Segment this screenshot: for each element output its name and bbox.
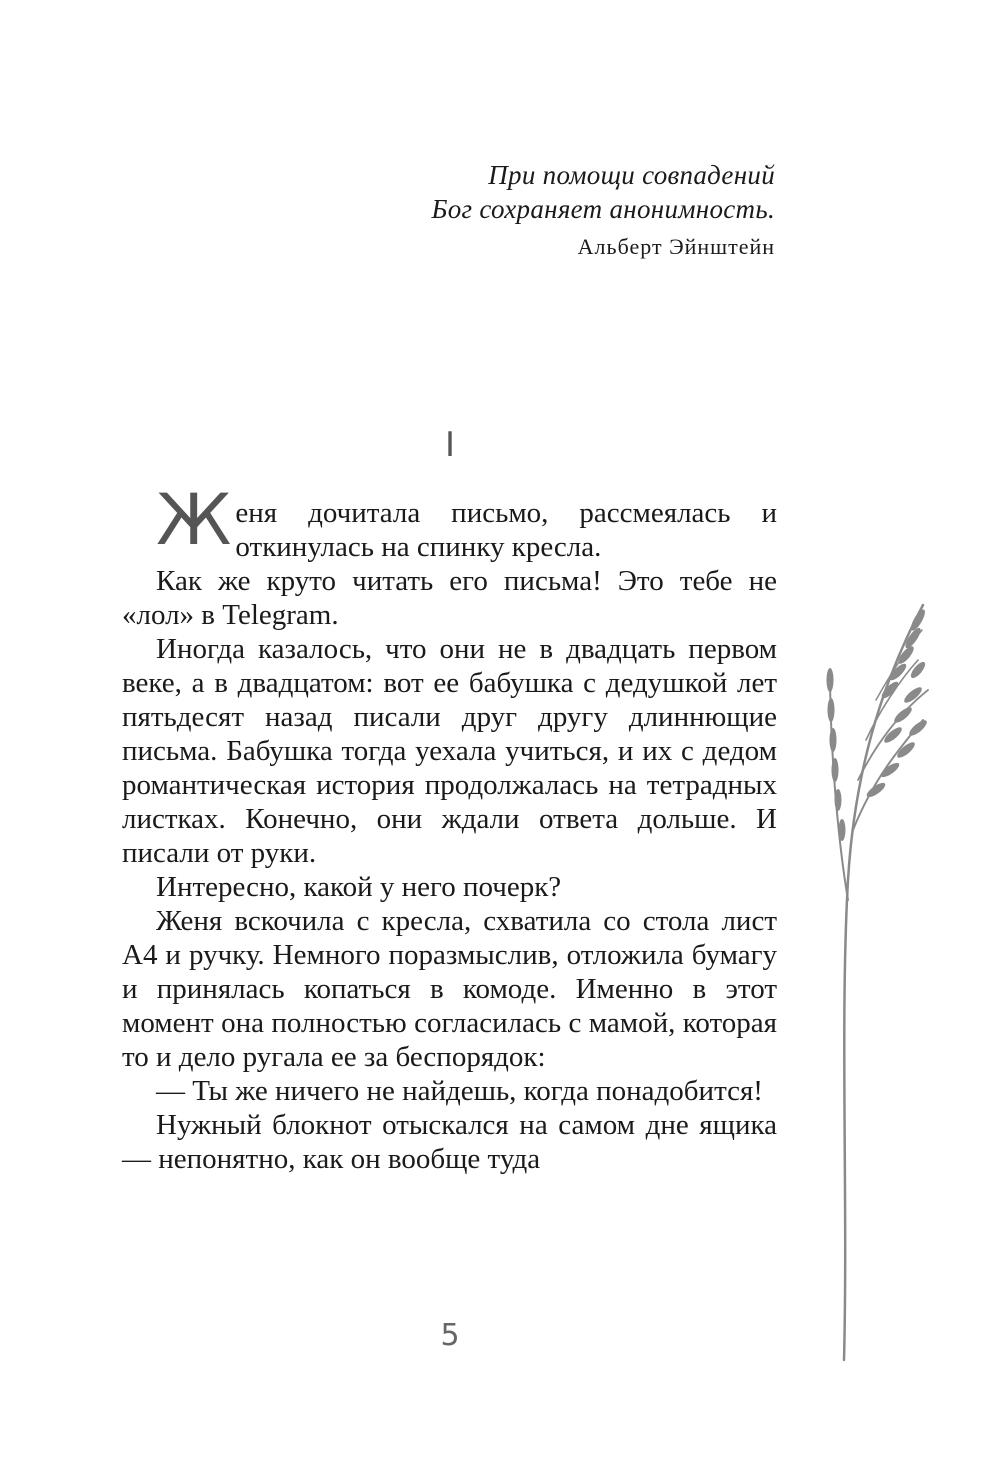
paragraph-1 (122, 479, 777, 564)
paragraph-1-text: еня дочитала письмо, рассмеялась и откинулась на спинку кресла. (235, 497, 777, 563)
paragraph-5: Женя вскочила с кресла, схватила со стола лист А4 и ручку. Немного поразмыслив, отложила бумагу и принялась копаться в комоде. Именно в этот момент она полностью согласилась с мамой, которая то и дело ругала ее за беспорядок: (122, 905, 777, 1073)
drop-cap: Ж (156, 479, 232, 561)
epigraph-line-1: При помощи совпадений (488, 160, 775, 190)
page-number: 5 (440, 1318, 460, 1353)
epigraph-author: Альберт Эйнштейн (577, 234, 775, 259)
epigraph-line-2: Бог сохраняет анонимность. (431, 194, 775, 224)
paragraph-2: Как же круто читать его письма! Это тебе не «лол» в Telegram. (122, 565, 777, 631)
paragraph-3: Иногда казалось, что они не в двадцать первом веке, а в двадцатом: вот ее бабушка с дедушкой лет пятьдесят назад писали друг другу длиннющие письма. Бабушка тогда уехала учиться, и их с дедом романтическая история продолжалась на тетрадных листках. Конечно, они ждали ответа дольше. И писали от руки. (122, 633, 777, 869)
epigraph (431, 158, 775, 262)
paragraph-7: Нужный блокнот отыскался на самом дне ящика — непонятно, как он вообще туда (122, 1109, 777, 1175)
paragraph-6: — Ты же ничего не найдешь, когда понадобится! (156, 1075, 763, 1107)
paragraph-4: Интересно, какой у него почерк? (156, 871, 562, 903)
body-text (122, 479, 777, 1176)
grass-ornament-icon (818, 600, 948, 1370)
chapter-number: I (444, 425, 456, 465)
